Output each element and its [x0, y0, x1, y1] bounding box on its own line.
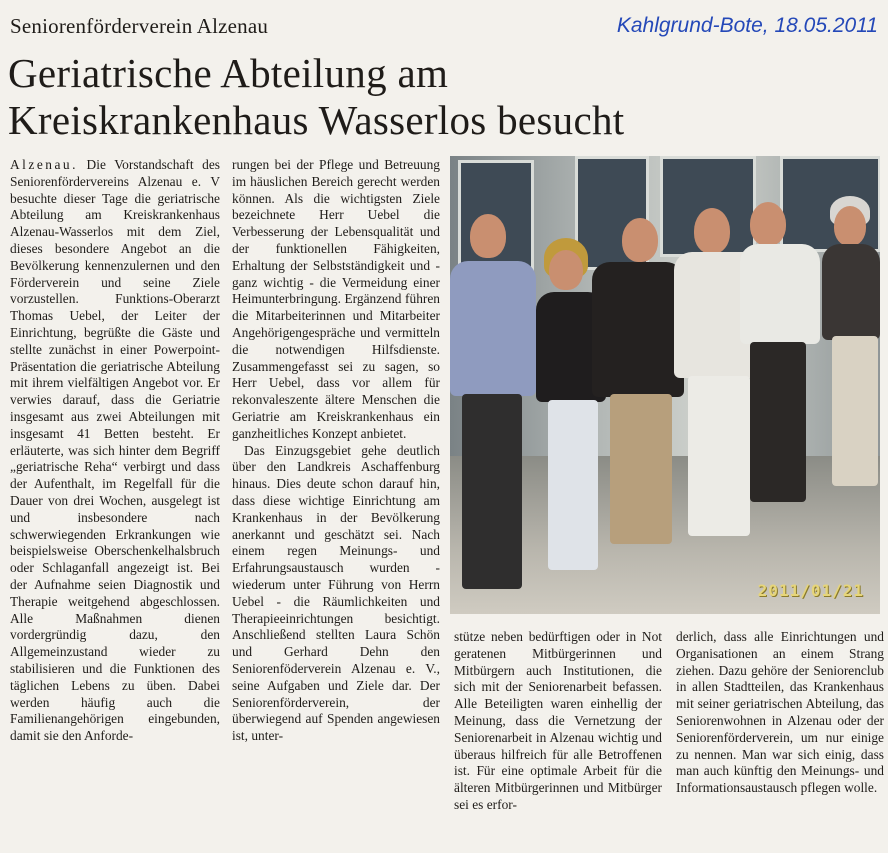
source-date-tag: Kahlgrund-Bote, 18.05.2011 [616, 14, 878, 37]
dateline-place: Alzenau. [10, 157, 78, 172]
article-paragraph: Das Einzugsgebiet gehe deutlich über den Landkreis Aschaffenburg hinaus. Dies deute schon darauf hin, dass diese wichtige Einrichtung am Krankenhaus in der Bevölkerung anerkannt und geschätzt sei. Nach einem regen Meinungs- und Erfahrungsaustausch wurden - wiederum unter Führung von Herrn Uebel - die Räumlichkeiten und Therapieeinrichtungen besichtigt. Anschließend stellten Laura Schön und Gerhard Dehn den Seniorenföderverein Alzenau e. V., seine Aufgaben und Ziele dar. Der Seniorenförderverein, der überwiegend auf Spenden angewiesen ist, unter- [232, 442, 440, 744]
article-paragraph: derlich, dass alle Einrichtungen und Organisationen an einem Strang ziehen. Dazu gehöre der Seniorenclub in allen Stadtteilen, das Krankenhaus mit seiner geriatrischen Abteilung, das Seniorenwohnen in Alzenau oder der Seniorenförderverein, um nur einige zu nennen. Man war sich einig, dass man auch künftig den Meinungs- und Informationsaustausch pflegen wolle. [676, 629, 884, 796]
headline-line-1: Geriatrische Abteilung am [8, 50, 449, 96]
headline-line-2: Kreiskrankenhaus Wasserlos besucht [8, 97, 625, 143]
section-kicker: Seniorenförderverein Alzenau [10, 14, 269, 38]
article-column-4 [676, 629, 884, 797]
headline [8, 50, 768, 144]
article-column-2 [232, 157, 440, 745]
article-paragraph: rungen bei der Pflege und Betreuung im häuslichen Bereich gerecht werden können. Als die wichtigsten Ziele bezeichnete Herr Uebel die Verbesserung der Lebensqualität und der funktionellen Fähigkeiten, Erhaltung der Selbstständigkeit und - ganz wichtig - die Vermeidung einer Heimunterbringung. Ergänzend führen die Mitarbeiterinnen und Mitarbeiter Angehörigengespräche und vermitteln die notwendigen Hilfsdienste. Zusammengefasst sei zu sagen, so Herr Uebel, dass vor allem für rekonvaleszente ältere Menschen die Geriatrie am Kreiskrankenhaus ein ganzheitliches Konzept anbietet. [232, 157, 440, 441]
paragraph-text: Die Vorstandschaft des Seniorenfördervereins Alzenau e. V besuchte dieser Tage die geriatrische Abteilung am Kreiskrankenhaus Alzenau-Wasserlos mit dem Ziel, dieses besondere Angebot an die Bevölkerung kennenzulernen und den Förderverein und seine Ziele vorzustellen. Funktions-Oberarzt Thomas Uebel, der Leiter der Einrichtung, begrüßte die Gäste und stellte zunächst in einer Powerpoint-Präsentation die geriatrische Abteilung mit ihrem vielfältigen Angebot vor. Er verwies darauf, dass die Geriatrie insgesamt aus zwei Abteilungen mit insgesamt 41 Betten besteht. Er erläuterte, was sich hinter dem Begriff „geriatrische Reha“ verbirgt und dass der Aufenthalt, im Regelfall für die Dauer von drei Wochen, ausgelegt ist und insbesondere nach schwerwiegenden Erkrankungen wie beispielsweise Oberschenkelhalsbruch oder Schlaganfall angezeigt ist. Bei der Aufnahme seien Diagnostik und Therapie weitgehend abgeschlossen. Alle Maßnahmen dienen vordergründig dazu, den Allgemeinzustand wieder zu stabilisieren und die Funktionen des täglichen Lebens zu üben. Dabei werden häufig auch die Familienangehörigen eingebunden, damit sie den Anforde- [10, 157, 220, 744]
article-column-1 [10, 157, 220, 745]
article-column-3 [454, 629, 662, 814]
article-paragraph [10, 157, 220, 745]
photo-date-stamp: 2011/01/21 [757, 581, 864, 600]
group-photo [450, 156, 880, 614]
article-paragraph: stütze neben bedürftigen oder in Not geratenen Mitbürgerinnen und Mitbürgern auch Institutionen, die sich mit der Seniorenarbeit befassen. Alle Beteiligten waren einhellig der Meinung, dass die Vernetzung der Seniorenarbeit in Alzenau wichtig und überaus hilfreich für alle Betroffenen ist. Für eine optimale Arbeit für die älteren Mitbürgerinnen und Mitbürger sei es erfor- [454, 629, 662, 812]
